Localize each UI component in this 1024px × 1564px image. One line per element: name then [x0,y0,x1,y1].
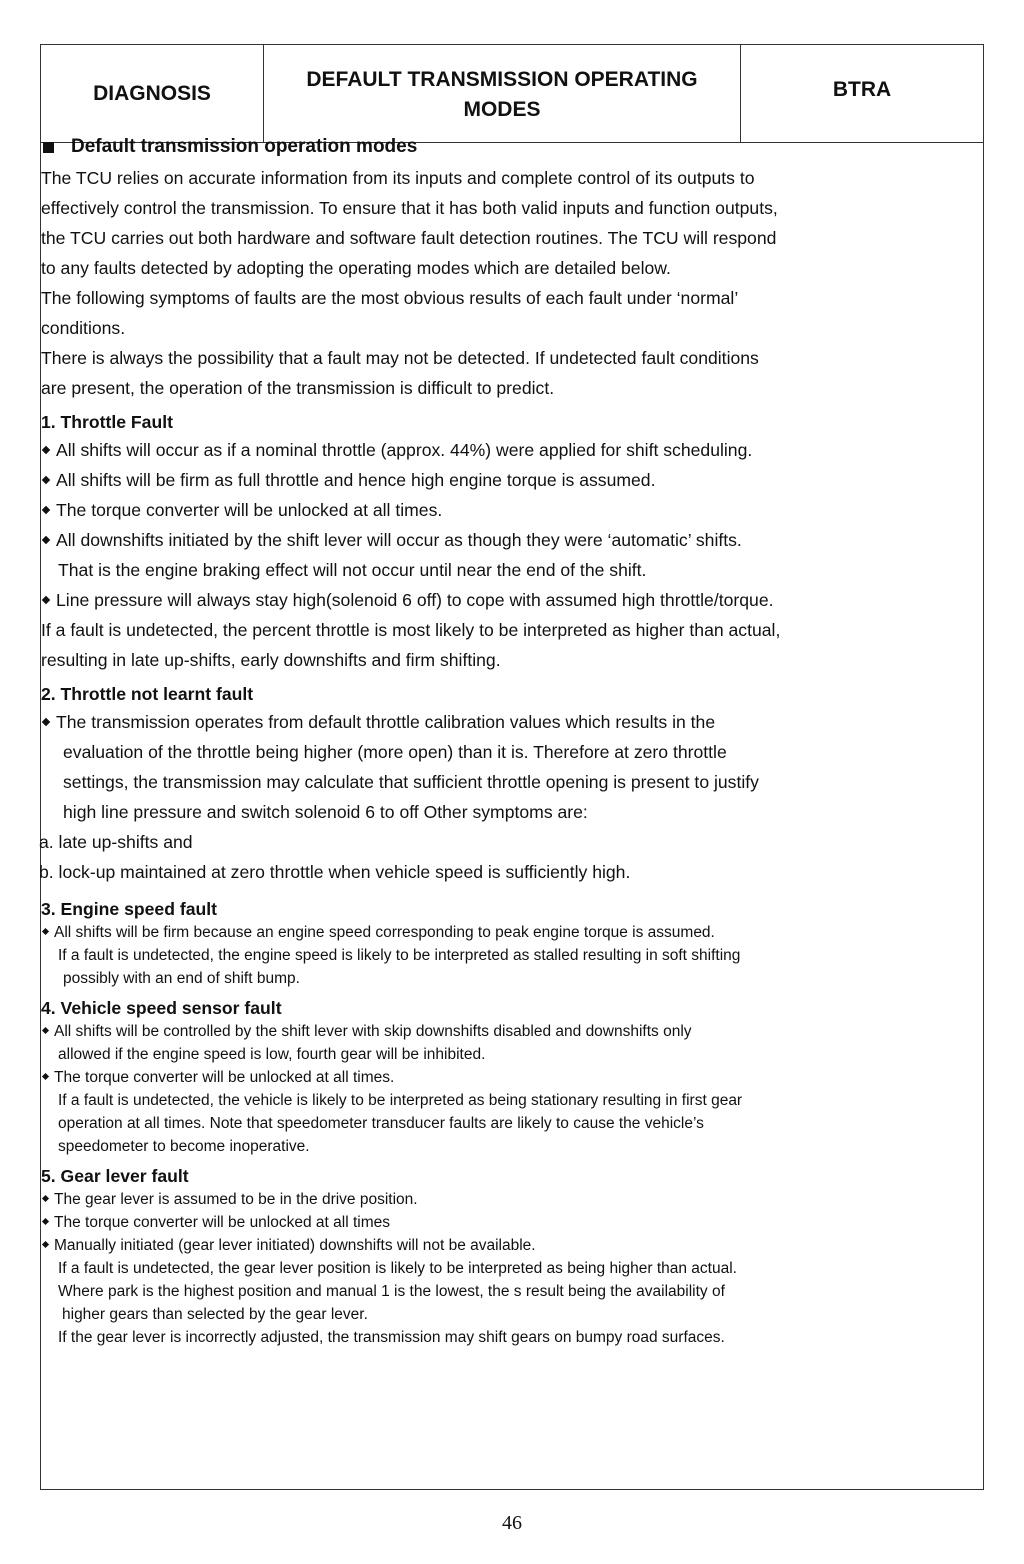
intro-line: are present, the operation of the transmission is difficult to predict. [41,378,555,398]
paragraph-line: possibly with an end of shift bump. [63,970,300,987]
subsection-heading: 5. Gear lever fault [41,1166,189,1186]
bullet-item: All shifts will be firm because an engine speed corresponding to peak engine torque is assumed. [41,921,921,944]
intro-line: to any faults detected by adopting the operating modes which are detailed below. [41,258,671,278]
paragraph-line: If the gear lever is incorrectly adjusted, the transmission may shift gears on bumpy road surfaces. [58,1329,725,1346]
bullet-continuation: settings, the transmission may calculate that sufficient throttle opening is present to justify [63,772,759,792]
paragraph-line: higher gears than selected by the gear lever. [62,1306,368,1323]
intro-line: effectively control the transmission. To ensure that it has both valid inputs and function outputs, [41,198,778,218]
paragraph-line: Where park is the highest position and manual 1 is the lowest, the s result being the availability of [58,1283,725,1300]
list-item-a: a. late up-shifts and [39,832,193,852]
section-gear-lever-fault [41,1164,921,1349]
diamond-bullet-icon [42,1241,49,1248]
bullet-continuation: That is the engine braking effect will not occur until near the end of the shift. [58,560,647,580]
header-category: DIAGNOSIS [41,45,264,142]
diamond-bullet-icon [42,1218,49,1225]
diamond-bullet-icon [42,928,49,935]
bullet-continuation: high line pressure and switch solenoid 6 to off Other symptoms are: [63,802,588,822]
header-code: BTRA [832,77,892,101]
subsection-heading: 2. Throttle not learnt fault [41,684,254,704]
bullet-item: The transmission operates from default throttle calibration values which results in the [41,707,921,737]
section-throttle-fault [41,409,921,675]
intro-line: The following symptoms of faults are the most obvious results of each fault under ‘normal’ [41,288,739,308]
intro-line: conditions. [41,318,126,338]
diamond-bullet-icon [42,1073,49,1080]
bullet-item: All shifts will be firm as full throttle and hence high engine torque is assumed. [41,465,921,495]
header-title-line2: MODES [463,97,541,121]
diamond-bullet-icon [42,596,50,604]
bullet-item: Manually initiated (gear lever initiated) downshifts will not be available. [41,1234,921,1257]
subsection-heading: 1. Throttle Fault [41,412,173,432]
bullet-continuation: evaluation of the throttle being higher (more open) than it is. Therefore at zero throttle [63,742,727,762]
paragraph-line: operation at all times. Note that speedometer transducer faults are likely to cause the vehicle’s [58,1115,704,1132]
paragraph-line: If a fault is undetected, the gear lever position is likely to be interpreted as being higher than actual. [58,1260,737,1277]
list-item-b: b. lock-up maintained at zero throttle when vehicle speed is sufficiently high. [39,862,631,882]
bullet-item: All downshifts initiated by the shift lever will occur as though they were ‘automatic’ shifts. [41,525,921,555]
bullet-item: The gear lever is assumed to be in the drive position. [41,1188,921,1211]
header-table [41,45,983,143]
paragraph-line: If a fault is undetected, the engine speed is likely to be interpreted as stalled resulting in soft shifting [58,947,741,964]
paragraph-line: resulting in late up-shifts, early downshifts and firm shifting. [41,650,501,670]
bullet-item: The torque converter will be unlocked at all times. [41,495,921,525]
subsection-heading: 3. Engine speed fault [41,899,217,919]
bullet-item: All shifts will be controlled by the shift lever with skip downshifts disabled and downshifts only [41,1020,921,1043]
diamond-bullet-icon [42,1195,49,1202]
bullet-item: Line pressure will always stay high(solenoid 6 off) to cope with assumed high throttle/torque. [41,585,921,615]
bullet-item: The torque converter will be unlocked at all times. [41,1066,921,1089]
paragraph-line: If a fault is undetected, the percent throttle is most likely to be interpreted as higher than actual, [41,620,781,640]
diamond-bullet-icon [42,476,50,484]
section-title [41,133,921,161]
paragraph-line: speedometer to become inoperative. [58,1138,310,1155]
header-title [264,45,741,142]
section-engine-speed-fault [41,897,921,990]
square-bullet-icon [43,142,54,153]
header-title-line1: DEFAULT TRANSMISSION OPERATING [306,67,698,91]
bullet-continuation: allowed if the engine speed is low, fourth gear will be inhibited. [58,1046,486,1063]
intro-line: The TCU relies on accurate information from its inputs and complete control of its outputs to [41,168,755,188]
intro-line: There is always the possibility that a fault may not be detected. If undetected fault conditions [41,348,759,368]
intro-line: the TCU carries out both hardware and software fault detection routines. The TCU will respond [41,228,777,248]
intro-paragraph [41,163,921,403]
paragraph-line: If a fault is undetected, the vehicle is likely to be interpreted as being stationary resulting in first gear [58,1092,743,1109]
diamond-bullet-icon [42,1027,49,1034]
document-body [41,133,921,1349]
section-vehicle-speed-fault [41,996,921,1158]
section-throttle-not-learnt [41,681,921,887]
section-title-text: Default transmission operation modes [71,136,418,157]
diamond-bullet-icon [42,536,50,544]
diamond-bullet-icon [42,506,50,514]
bullet-item: All shifts will occur as if a nominal throttle (approx. 44%) were applied for shift scheduling. [41,435,921,465]
page-number: 46 [502,1512,522,1534]
subsection-heading: 4. Vehicle speed sensor fault [41,998,282,1018]
bullet-item: The torque converter will be unlocked at all times [41,1211,921,1234]
diamond-bullet-icon [42,446,50,454]
diamond-bullet-icon [42,718,50,726]
